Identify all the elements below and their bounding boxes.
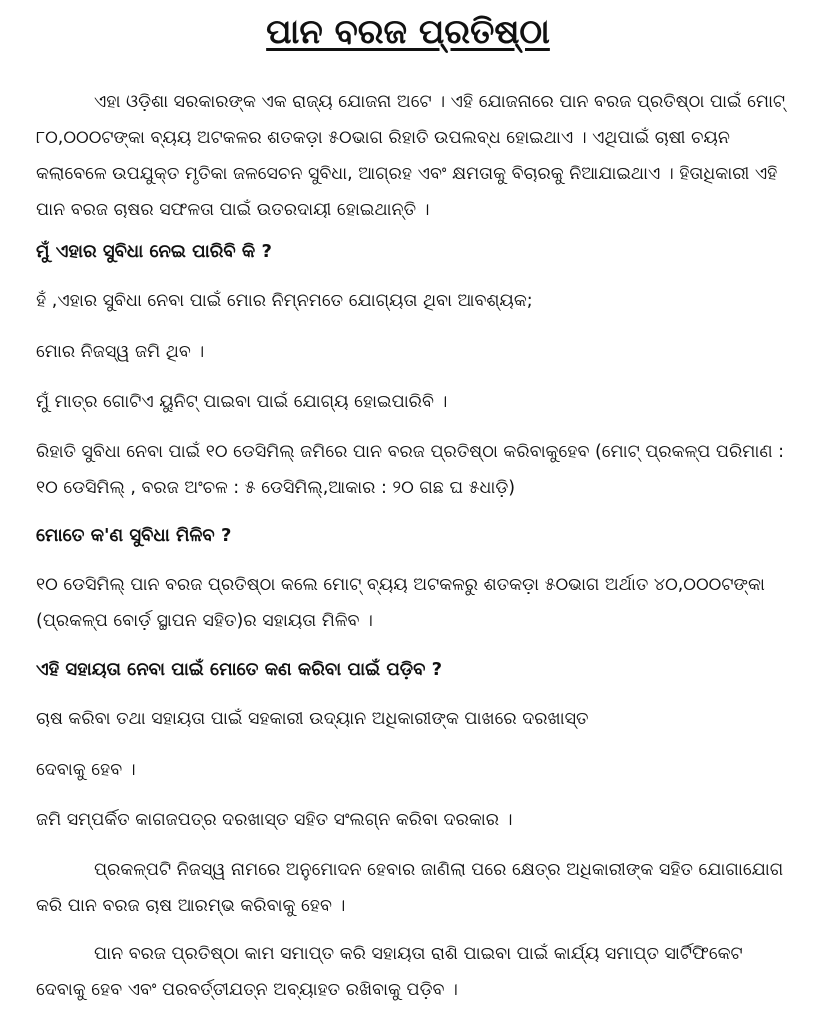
procedure-step-apply: ଚାଷ କରିବା ତଥା ସହାୟତା ପାଇଁ ସହକାରୀ ଉଦ୍ୟାନ ଅଧିକାରୀଙ୍କ ପାଖରେ ଦରଖାସ୍ତ bbox=[36, 709, 589, 729]
eligibility-item-area: ରିହାତି ସୁବିଧା ନେବା ପାଇଁ ୧୦ ଡେସିମିଲ୍ ଜମିରେ ପାନ ବରଜ ପ୍ରତିଷ୍ଠା କରିବାକୁହେବ (ମୋଟ୍ ପ୍ରକଳ୍ପ ପରିମାଣ : ୧୦ ଡେସିମିଲ୍ , ବରଜ ଅଂଚଳ : ୫ ଡେସିମିଲ୍,ଆକାର : ୨୦ ଗଛ ଘ ୫ଧାଡ଼ି) bbox=[36, 442, 785, 498]
page-title: ପାନ ବରଜ ପ୍ରତିଷ୍ଠା bbox=[266, 12, 550, 52]
section-heading-eligibility: ମୁଁ ଏହାର ସୁବିଧା ନେଇ ପାରିବି କି ? bbox=[36, 241, 272, 262]
eligibility-item-land: ମୋର ନିଜସ୍ୱ ଜମି ଥିବ । bbox=[36, 342, 205, 362]
title-container bbox=[0, 10, 816, 54]
procedure-step-documents: ଜମି ସମ୍ପର୍କିତ କାଗଜପତ୍ର ଦରଖାସ୍ତ ସହିତ ସଂଲଗ୍ନ କରିବା ଦରକାର । bbox=[36, 810, 513, 830]
procedure-step-certificate: ପାନ ବରଜ ପ୍ରତିଷ୍ଠା କାମ ସମାପ୍ତ କରି ସହାୟତା ରାଶି ପାଇବା ପାଇଁ କାର୍ଯ୍ୟ ସମାପ୍ତ ସାର୍ଟିଫିକେଟ ଦେବାକୁ ହେବ ଏବଂ ପରବର୍ତ୍ତୀଯତ୍ନ ଅବ୍ୟାହତ ରଖିବାକୁ ପଡ଼ିବ । bbox=[36, 944, 743, 1000]
section-heading-benefit: ମୋତେ କ'ଣ ସୁବିଧା ମିଳିବ ? bbox=[36, 525, 232, 546]
procedure-step-apply-cont: ଦେବାକୁ ହେବ । bbox=[36, 760, 136, 780]
section-heading-procedure: ଏହି ସହାୟତା ନେବା ପାଇଁ ମୋତେ କଣ କରିବା ପାଇଁ ପଡ଼ିବ ? bbox=[36, 659, 443, 680]
procedure-step-start: ପ୍ରକଳ୍ପଟି ନିଜସ୍ୱ ନାମରେ ଅନୁମୋଦନ ହେବାର ଜାଣିଲା ପରେ କ୍ଷେତ୍ର ଅଧିକାରୀଙ୍କ ସହିତ ଯୋଗାଯୋଗ କରି ପାନ ବରଜ ଚାଷ ଆରମ୍ଭ କରିବାକୁ ହେବ । bbox=[36, 860, 784, 916]
eligibility-item-unit: ମୁଁ ମାତ୍ର ଗୋଟିଏ ୟୁନିଟ୍ ପାଇବା ପାଇଁ ଯୋଗ୍ୟ ହୋଇପାରିବି । bbox=[36, 392, 448, 412]
eligibility-intro: ହଁ ,ଏହାର ସୁବିଧା ନେବା ପାଇଁ ମୋର ନିମ୍ନମତେ ଯୋଗ୍ୟତା ଥିବା ଆବଶ୍ୟକ; bbox=[36, 291, 533, 311]
intro-paragraph: ଏହା ଓଡ଼ିଶା ସରକାରଙ୍କ ଏକ ରାଜ୍ୟ ଯୋଜନା ଅଟେ । ଏହି ଯୋଜନାରେ ପାନ ବରଜ ପ୍ରତିଷ୍ଠା ପାଇଁ ମୋଟ୍ ୮୦,୦୦୦ଟଙ୍କା ବ୍ୟୟ ଅଟକଳର ଶତକଡ଼ା ୫୦ଭାଗ ରିହାତି ଉପଲବ୍ଧ ହୋଇଥାଏ । ଏଥିପାଇଁ ଚାଷୀ ଚୟନ କଲାବେଳେ ଉପଯୁକ୍ତ ମୃତିକା ଜଳସେଚନ ସୁବିଧା, ଆଗ୍ରହ ଏବଂ କ୍ଷମତାକୁ ବିଚାରକୁ ନିଆଯାଇଥାଏ । ହିତାଧିକାରୀ ଏହି ପାନ ବରଜ ଚାଷର ସଫଳତା ପାଇଁ ଉତରଦାୟୀ ହୋଇଥାନ୍ତି । bbox=[36, 92, 786, 220]
benefit-paragraph: ୧୦ ଡେସିମିଲ୍ ପାନ ବରଜ ପ୍ରତିଷ୍ଠା କଲେ ମୋଟ୍ ବ୍ୟୟ ଅଟକଳରୁ ଶତକଡ଼ା ୫୦ଭାଗ ଅର୍ଥାତ ୪୦,୦୦୦ଟଙ୍କା (ପ୍ରକଳ୍ପ ବୋର୍ଡ଼ ସ୍ଥାପନ ସହିତ)ର ସହାୟତା ମିଳିବ । bbox=[36, 575, 765, 631]
